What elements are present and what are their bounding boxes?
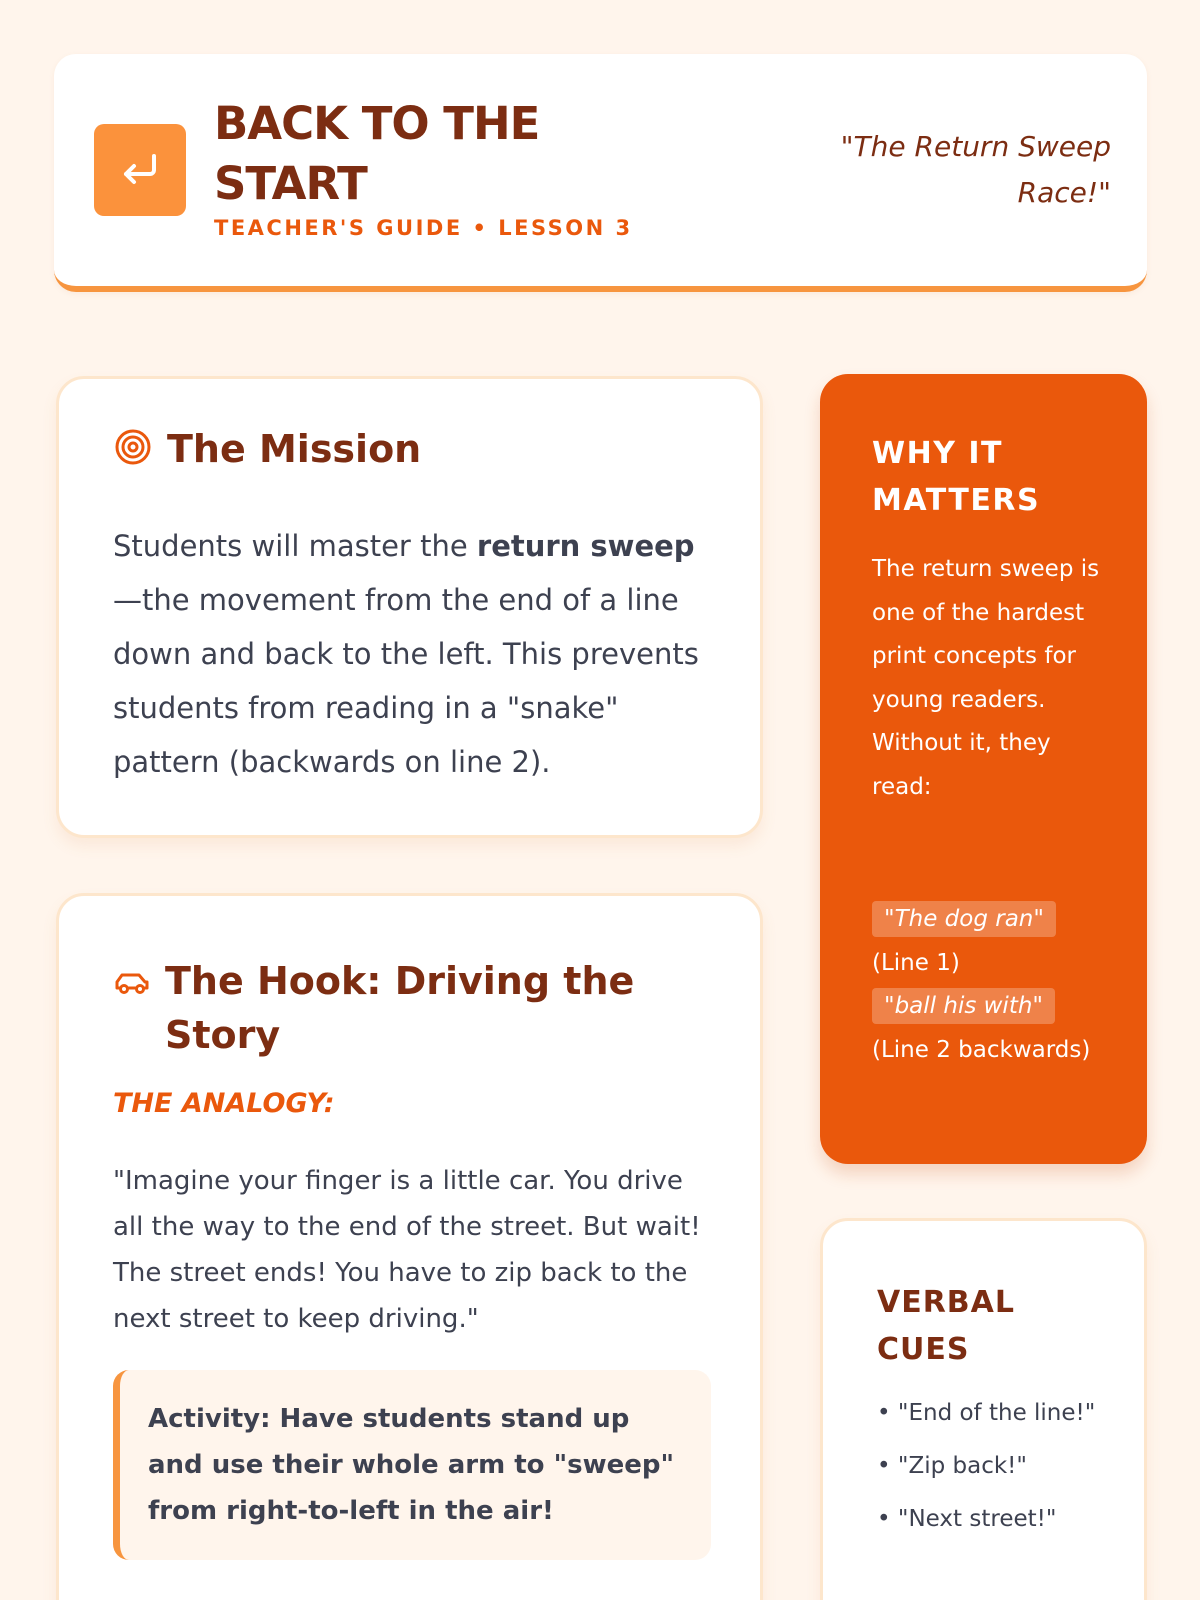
why-heading: WHY IT MATTERS bbox=[872, 436, 1041, 518]
why-it-matters-card bbox=[820, 374, 1147, 1164]
mission-key-term: return sweep bbox=[476, 529, 695, 563]
lesson-header bbox=[54, 54, 1147, 292]
target-icon bbox=[113, 427, 153, 471]
hook-heading: The Hook: Driving the Story bbox=[165, 959, 635, 1057]
car-icon bbox=[113, 964, 151, 1006]
tagline: "The Return Sweep Race!" bbox=[840, 130, 1111, 209]
example-note: (Line 1) bbox=[872, 949, 960, 976]
why-examples bbox=[872, 898, 1112, 1072]
mission-text: Students will master the return sweep—the movement from the end of a line down and back to the left. This prevents students from reading in a "snake" pattern (backwards on line 2). bbox=[113, 529, 699, 779]
example-note: (Line 2 backwards) bbox=[872, 1036, 1091, 1063]
activity-callout: Activity: Have students stand up and use their whole arm to "sweep" from right-to-left in the air! bbox=[113, 1370, 711, 1560]
hook-card bbox=[56, 893, 763, 1600]
analogy-label: THE ANALOGY: bbox=[113, 1088, 335, 1119]
list-item: • "End of the line!" bbox=[877, 1393, 1117, 1433]
analogy-quote: "Imagine your finger is a little car. You drive all the way to the end of the street. But wait! The street ends! You have to zip back to the next street to keep driving." bbox=[113, 1166, 701, 1334]
page-title: BACK TO THE START bbox=[214, 97, 540, 210]
page-subtitle: TEACHER'S GUIDE • LESSON 3 bbox=[214, 216, 633, 240]
mission-card bbox=[56, 376, 763, 838]
mission-heading: The Mission bbox=[167, 427, 422, 471]
list-item: • "Zip back!" bbox=[877, 1446, 1117, 1486]
example-pill: "ball his with" bbox=[872, 988, 1055, 1024]
return-arrow-icon bbox=[94, 124, 186, 216]
example-pill: "The dog ran" bbox=[872, 901, 1056, 937]
cues-heading: VERBAL CUES bbox=[877, 1285, 1016, 1367]
cues-list bbox=[877, 1393, 1117, 1552]
verbal-cues-card bbox=[820, 1218, 1147, 1600]
list-item: • "Next street!" bbox=[877, 1499, 1117, 1539]
why-body: The return sweep is one of the hardest print concepts for young readers. Without it, they read: bbox=[872, 556, 1100, 800]
